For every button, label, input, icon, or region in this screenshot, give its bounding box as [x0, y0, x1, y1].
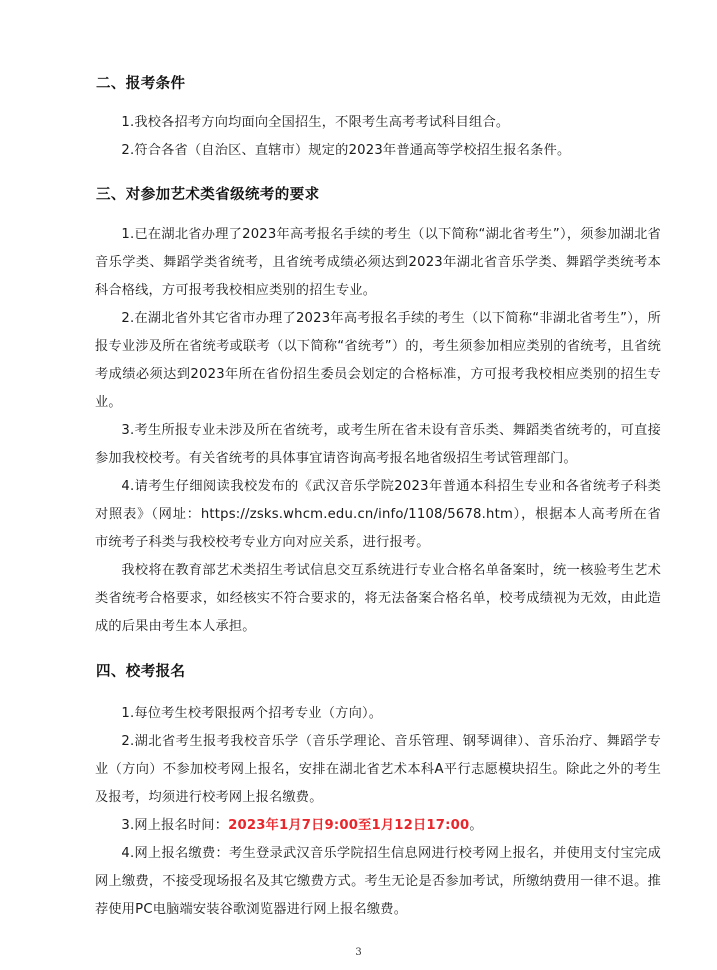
- registration-time-value: 2023年1月7日9:00至1月12日17:00: [228, 818, 470, 833]
- section-heading-eligibility: 二、报考条件: [96, 76, 186, 92]
- paragraph: 我校将在教育部艺术类招生考试信息交互系统进行专业合格名单备案时，统一核验考生艺术类省统考合格要求，如经核实不符合要求的，将无法备案合格名单，校考成绩视为无效，由此造成的后果由考生本人承担。: [95, 563, 661, 634]
- paragraph: 3.考生所报专业未涉及所在省统考，或考生所在省未设有音乐类、舞蹈类省统考的，可直接参加我校校考。有关省统考的具体事宜请咨询高考报名地省级招生考试管理部门。: [95, 423, 661, 466]
- registration-time-paragraph: [95, 812, 661, 840]
- paragraph: 2.湖北省考生报考我校音乐学（音乐学理论、音乐管理、钢琴调律）、音乐治疗、舞蹈学专业（方向）不参加校考网上报名，安排在湖北省艺术本科A平行志愿模块招生。除此之外的考生及报考，均须进行校考网上报名缴费。: [95, 734, 661, 805]
- paragraph: 2.在湖北省外其它省市办理了2023年高考报名手续的考生（以下简称“非湖北省考生”），所报专业涉及所在省统考或联考（以下简称“省统考”）的，考生须参加相应类别的省统考，且省统考成绩必须达到2023年所在省份招生委员会划定的合格标准，方可报考我校相应类别的招生专业。: [95, 311, 661, 410]
- page-number: 3: [355, 947, 362, 958]
- paragraph: 1.每位考生校考限报两个招考专业（方向）。: [121, 706, 383, 721]
- paragraph: 1.我校各招考方向均面向全国招生，不限考生高考考试科目组合。: [121, 115, 510, 130]
- section-heading-art-exam-requirements: 三、对参加艺术类省级统考的要求: [96, 187, 320, 203]
- registration-time-label: 3.网上报名时间：: [121, 818, 229, 833]
- paragraph: 1.已在湖北省办理了2023年高考报名手续的考生（以下简称“湖北省考生”），须参加湖北省音乐学类、舞蹈学类省统考，且省统考成绩必须达到2023年湖北省音乐学类、舞蹈学类统考本科合格线，方可报考我校相应类别的招生专业。: [95, 227, 661, 298]
- section-heading-school-exam-registration: 四、校考报名: [96, 664, 186, 680]
- paragraph: 4.请考生仔细阅读我校发布的《武汉音乐学院2023年普通本科招生专业和各省统考子科类对照表》（网址：https://zsks.whcm.edu.cn/info/1108/5678.htm），根据本人高考所在省市统考子科类与我校校考专业方向对应关系，进行报考。: [95, 479, 661, 550]
- registration-time-suffix: 。: [469, 818, 483, 833]
- paragraph: 4.网上报名缴费：考生登录武汉音乐学院招生信息网进行校考网上报名，并使用支付宝完成网上缴费，不接受现场报名及其它缴费方式。考生无论是否参加考试，所缴纳费用一律不退。推荐使用PC电脑端安装谷歌浏览器进行网上报名缴费。: [95, 846, 661, 917]
- paragraph: 2.符合各省（自治区、直辖市）规定的2023年普通高等学校招生报名条件。: [121, 143, 571, 158]
